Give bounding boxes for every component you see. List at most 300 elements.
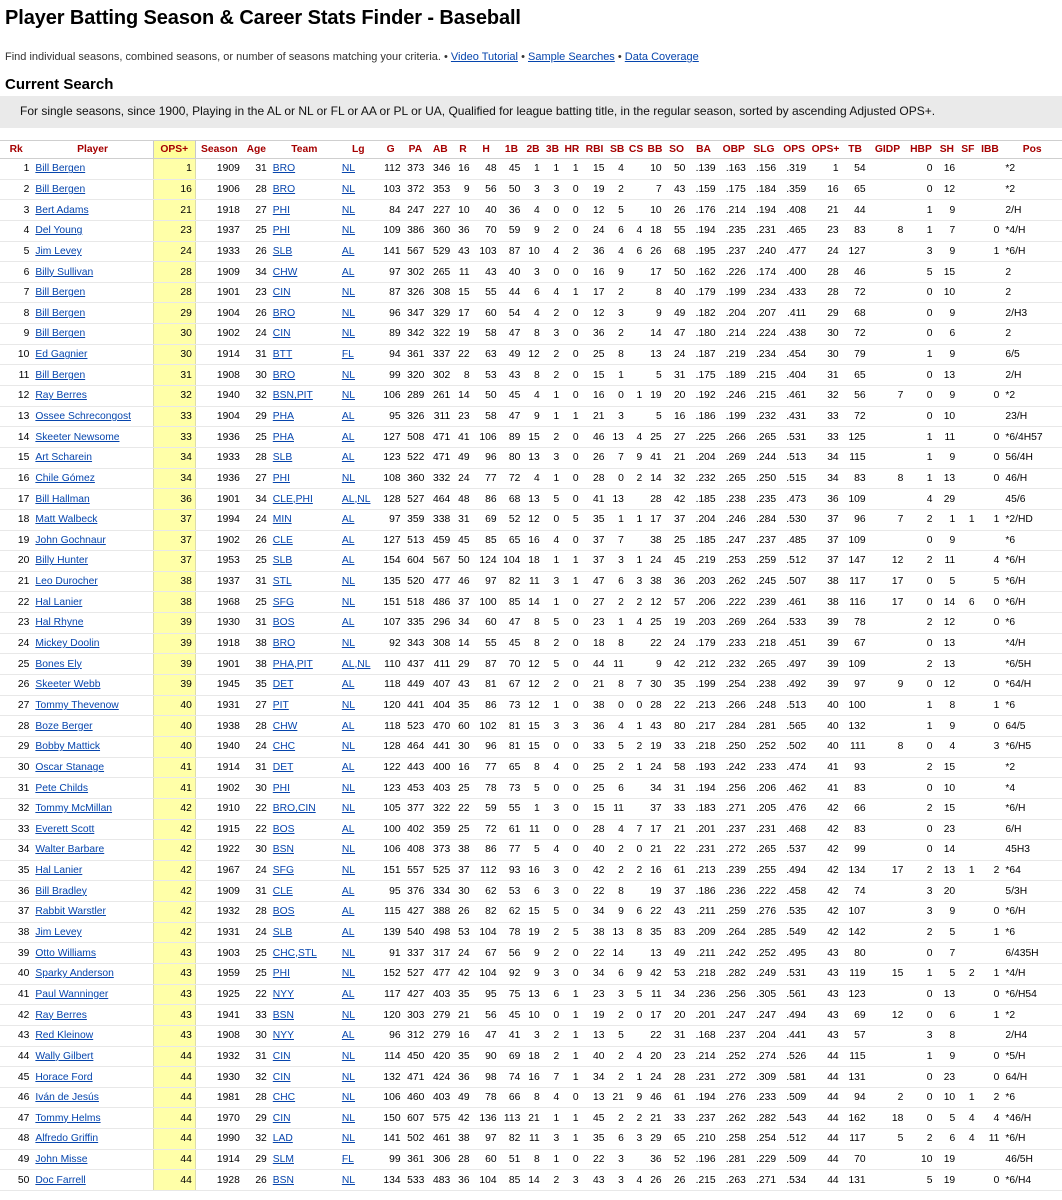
column-header[interactable]: CS xyxy=(627,141,645,159)
player-link[interactable]: Art Scharein xyxy=(35,452,93,464)
team-link[interactable]: CIN xyxy=(272,1050,291,1062)
table-cell: 97 xyxy=(378,509,404,530)
player-link[interactable]: Mickey Doolin xyxy=(35,638,100,650)
table-cell: 25 xyxy=(453,819,472,840)
team-link[interactable]: BRO xyxy=(272,638,296,650)
team-link[interactable]: PHA xyxy=(272,431,294,443)
table-cell: .205 xyxy=(749,798,779,819)
player-link[interactable]: Tommy Helms xyxy=(35,1112,101,1124)
player-link[interactable]: Billy Sullivan xyxy=(35,266,94,278)
player-link[interactable]: Chile Gómez xyxy=(35,472,95,484)
table-cell xyxy=(339,778,378,799)
league-link[interactable]: AL xyxy=(341,885,355,897)
table-cell: 265 xyxy=(427,262,453,283)
team-link[interactable]: BOS xyxy=(272,617,295,629)
table-cell xyxy=(958,1149,977,1170)
player-link[interactable]: Tommy Thevenow xyxy=(35,699,119,711)
player-link[interactable]: Bill Bergen xyxy=(35,163,86,175)
column-header[interactable]: BA xyxy=(688,141,718,159)
team-link[interactable]: CIN xyxy=(272,328,291,340)
table-cell xyxy=(270,860,339,881)
player-link[interactable]: Tommy McMillan xyxy=(35,803,113,815)
league-link[interactable]: AL,NL xyxy=(341,658,371,670)
team-link[interactable]: BOS xyxy=(272,906,295,918)
table-cell: *6/H xyxy=(1002,902,1062,923)
team-link[interactable]: DET xyxy=(272,679,294,691)
team-link[interactable]: CLE xyxy=(272,534,293,546)
league-link[interactable]: NL xyxy=(341,183,356,195)
table-cell xyxy=(32,1129,153,1150)
player-link[interactable]: Bones Ely xyxy=(35,658,82,670)
table-cell: 1932 xyxy=(195,902,242,923)
table-cell: 0 xyxy=(906,571,935,592)
team-link[interactable]: LAD xyxy=(272,1133,293,1145)
table-cell: 1 xyxy=(562,1108,581,1129)
player-link[interactable]: Bill Bergen xyxy=(35,328,86,340)
table-cell: 36 xyxy=(453,1067,472,1088)
column-header[interactable]: R xyxy=(453,141,472,159)
team-link[interactable]: MIN xyxy=(272,514,292,526)
league-link[interactable]: NL xyxy=(341,741,356,753)
team-link[interactable]: CHW xyxy=(272,266,298,278)
table-cell: .262 xyxy=(719,571,749,592)
player-link[interactable]: John Misse xyxy=(35,1154,88,1166)
column-header[interactable]: Age xyxy=(243,141,270,159)
table-cell: 38 xyxy=(645,571,664,592)
team-link[interactable]: SFG xyxy=(272,865,294,877)
team-link[interactable]: BSN xyxy=(272,1009,294,1021)
team-link[interactable]: CHW xyxy=(272,720,298,732)
league-link[interactable]: NL xyxy=(341,596,356,608)
video-tutorial-link[interactable]: Video Tutorial xyxy=(450,51,518,63)
column-header[interactable]: SF xyxy=(958,141,977,159)
team-link[interactable]: SLM xyxy=(272,1154,294,1166)
player-link[interactable]: Skeeter Webb xyxy=(35,679,101,691)
table-cell xyxy=(869,530,907,551)
table-cell: 0 xyxy=(906,943,935,964)
league-link[interactable]: NL xyxy=(341,699,356,711)
table-cell: 99 xyxy=(842,840,869,861)
table-cell: 26 xyxy=(645,1170,664,1191)
team-link[interactable]: PHI xyxy=(272,472,290,484)
league-link[interactable]: NL xyxy=(341,1009,356,1021)
team-link[interactable]: CHC xyxy=(272,741,296,753)
table-cell: .245 xyxy=(749,571,779,592)
table-cell: 0 xyxy=(906,530,935,551)
table-cell: 43 xyxy=(809,1005,841,1026)
team-link[interactable]: SLB xyxy=(272,452,293,464)
column-header[interactable]: OPS+ xyxy=(153,141,195,159)
column-header[interactable]: Player xyxy=(32,141,153,159)
team-link[interactable]: STL xyxy=(272,576,292,588)
player-link[interactable]: Del Young xyxy=(35,225,83,237)
team-link[interactable]: BRO,CIN xyxy=(272,803,316,815)
table-cell: 424 xyxy=(427,1067,453,1088)
league-link[interactable]: NL xyxy=(341,803,356,815)
column-header[interactable]: Rk xyxy=(0,141,32,159)
league-link[interactable]: NL xyxy=(341,968,356,980)
table-cell: 31 xyxy=(243,344,270,365)
team-link[interactable]: CIN xyxy=(272,1071,291,1083)
table-cell: 441 xyxy=(404,695,428,716)
player-link[interactable]: Ray Berres xyxy=(35,1009,87,1021)
league-link[interactable]: NL xyxy=(341,947,356,959)
table-cell: 5 xyxy=(906,262,935,283)
table-cell: 377 xyxy=(404,798,428,819)
league-link[interactable]: NL xyxy=(341,865,356,877)
team-link[interactable]: PHI xyxy=(272,204,290,216)
table-cell: 78 xyxy=(473,778,500,799)
column-header[interactable]: TB xyxy=(842,141,869,159)
league-link[interactable]: AL xyxy=(341,431,355,443)
league-link[interactable]: NL xyxy=(341,307,356,319)
table-cell: 37 xyxy=(153,551,195,572)
team-link[interactable]: CLE xyxy=(272,885,293,897)
table-cell: 6 xyxy=(936,1005,959,1026)
table-cell: 24 xyxy=(582,220,608,241)
league-link[interactable]: NL xyxy=(341,1112,356,1124)
table-cell: 2 xyxy=(906,509,935,530)
team-link[interactable]: BRO xyxy=(272,183,296,195)
league-link[interactable]: AL,NL xyxy=(341,493,371,505)
table-cell: 28 xyxy=(153,262,195,283)
table-cell: 14 xyxy=(0,427,32,448)
table-cell: 55 xyxy=(473,633,500,654)
column-header[interactable]: PA xyxy=(404,141,428,159)
player-link[interactable]: Bill Hallman xyxy=(35,493,90,505)
league-link[interactable]: AL xyxy=(341,720,355,732)
table-cell: 33 xyxy=(665,736,689,757)
player-link[interactable]: Otto Williams xyxy=(35,947,97,959)
table-cell: .274 xyxy=(749,1046,779,1067)
table-cell: 343 xyxy=(404,633,428,654)
player-link[interactable]: Jim Levey xyxy=(35,927,82,939)
table-cell: 38 xyxy=(809,592,841,613)
column-header[interactable]: SO xyxy=(665,141,689,159)
league-link[interactable]: AL xyxy=(341,761,355,773)
league-link[interactable]: AL xyxy=(341,1030,355,1042)
column-header[interactable]: SLG xyxy=(749,141,779,159)
table-cell: 162 xyxy=(842,1108,869,1129)
table-cell: 2 xyxy=(607,282,626,303)
league-link[interactable]: AL xyxy=(341,245,355,257)
league-link[interactable]: AL xyxy=(341,514,355,526)
league-link[interactable]: NL xyxy=(341,782,356,794)
team-link[interactable]: CLE,PHI xyxy=(272,493,313,505)
table-cell: 1 xyxy=(978,922,1003,943)
sample-searches-link[interactable]: Sample Searches xyxy=(527,51,615,63)
player-link[interactable]: Pete Childs xyxy=(35,782,89,794)
table-cell: 13 xyxy=(645,943,664,964)
league-link[interactable]: NL xyxy=(341,472,356,484)
table-cell: 16 xyxy=(523,530,542,551)
table-cell: 28 xyxy=(243,447,270,468)
table-cell xyxy=(627,943,645,964)
team-link[interactable]: CIN xyxy=(272,1112,291,1124)
team-link[interactable]: CIN xyxy=(272,287,291,299)
league-link[interactable]: AL xyxy=(341,823,355,835)
player-link[interactable]: Alfredo Griffin xyxy=(35,1133,99,1145)
table-cell: 33 xyxy=(665,798,689,819)
player-link[interactable]: Bill Bergen xyxy=(35,183,86,195)
table-cell: .222 xyxy=(749,881,779,902)
table-cell: .281 xyxy=(749,716,779,737)
table-cell: 44 xyxy=(153,1046,195,1067)
league-link[interactable]: AL xyxy=(341,679,355,691)
player-link[interactable]: Bill Bradley xyxy=(35,885,87,897)
table-cell: 13 xyxy=(0,406,32,427)
league-link[interactable]: AL xyxy=(341,927,355,939)
table-cell: 5 xyxy=(523,840,542,861)
column-header[interactable]: Team xyxy=(270,141,339,159)
player-link[interactable]: Bert Adams xyxy=(35,204,89,216)
table-cell: 0 xyxy=(906,303,935,324)
table-cell: 13 xyxy=(582,1025,608,1046)
column-header[interactable]: Season xyxy=(195,141,242,159)
league-link[interactable]: AL xyxy=(341,906,355,918)
player-link[interactable]: Wally Gilbert xyxy=(35,1050,94,1062)
team-link[interactable]: PHA,PIT xyxy=(272,658,313,670)
team-link[interactable]: PIT xyxy=(272,699,289,711)
league-link[interactable]: NL xyxy=(341,1133,356,1145)
league-link[interactable]: AL xyxy=(341,617,355,629)
table-cell: 1 xyxy=(906,1046,935,1067)
table-cell: 337 xyxy=(404,943,428,964)
table-cell: 0 xyxy=(562,654,581,675)
player-link[interactable]: Billy Hunter xyxy=(35,555,89,567)
player-link[interactable]: Walter Barbare xyxy=(35,844,105,856)
table-cell: 0 xyxy=(906,1005,935,1026)
column-header[interactable]: SH xyxy=(936,141,959,159)
league-link[interactable]: NL xyxy=(341,163,356,175)
table-cell: 1930 xyxy=(195,613,242,634)
table-cell: 353 xyxy=(427,179,453,200)
column-header[interactable]: AB xyxy=(427,141,453,159)
column-header[interactable]: 1B xyxy=(500,141,524,159)
league-link[interactable]: NL xyxy=(341,204,356,216)
team-link[interactable]: SLB xyxy=(272,245,293,257)
team-link[interactable]: NYY xyxy=(272,1030,294,1042)
table-cell: .507 xyxy=(779,571,809,592)
team-link[interactable]: PHA xyxy=(272,411,294,422)
player-link[interactable]: Ossee Schrecongost xyxy=(35,411,131,422)
table-cell: 10 xyxy=(936,778,959,799)
table-cell: .309 xyxy=(749,1067,779,1088)
league-link[interactable]: NL xyxy=(341,1071,356,1083)
league-link[interactable]: NL xyxy=(341,1092,356,1104)
table-cell: 17 xyxy=(869,860,907,881)
table-cell: 48 xyxy=(0,1129,32,1150)
league-link[interactable]: AL xyxy=(341,988,355,1000)
data-coverage-link[interactable]: Data Coverage xyxy=(624,51,699,63)
league-link[interactable]: NL xyxy=(341,844,356,856)
column-header[interactable]: OPS+ xyxy=(809,141,841,159)
table-cell: 5 xyxy=(607,736,626,757)
player-link[interactable]: Bill Bergen xyxy=(35,307,86,319)
player-link[interactable]: Bobby Mattick xyxy=(35,741,101,753)
player-link[interactable]: Doc Farrell xyxy=(35,1174,86,1186)
column-header[interactable]: Pos xyxy=(1002,141,1062,159)
league-link[interactable]: AL xyxy=(341,411,355,422)
table-cell: 16 xyxy=(936,159,959,180)
league-link[interactable]: AL xyxy=(341,555,355,567)
team-link[interactable]: BSN xyxy=(272,1174,294,1186)
player-link[interactable]: Ray Berres xyxy=(35,390,87,402)
team-link[interactable]: BRO xyxy=(272,307,296,319)
column-header[interactable]: SB xyxy=(607,141,626,159)
player-link[interactable]: Horace Ford xyxy=(35,1071,93,1083)
player-link[interactable]: Oscar Stanage xyxy=(35,761,105,773)
league-link[interactable]: NL xyxy=(341,287,356,299)
table-cell: .233 xyxy=(719,633,749,654)
player-link[interactable]: Red Kleinow xyxy=(35,1030,94,1042)
table-cell: 23 xyxy=(0,613,32,634)
player-link[interactable]: Hal Rhyne xyxy=(35,617,84,629)
table-cell: .237 xyxy=(688,1108,718,1129)
team-link[interactable]: BRO xyxy=(272,163,296,175)
column-header[interactable]: Lg xyxy=(339,141,378,159)
table-row xyxy=(0,1067,1062,1088)
player-link[interactable]: Rabbit Warstler xyxy=(35,906,106,918)
table-cell: 2 xyxy=(543,943,562,964)
column-header[interactable]: RBI xyxy=(582,141,608,159)
team-link[interactable]: PHI xyxy=(272,225,290,237)
table-cell: 24 xyxy=(153,241,195,262)
team-link[interactable]: CHC,STL xyxy=(272,947,317,959)
column-header[interactable]: GIDP xyxy=(869,141,907,159)
team-link[interactable]: BOS xyxy=(272,823,295,835)
table-cell: .404 xyxy=(779,365,809,386)
league-link[interactable]: AL xyxy=(341,534,355,546)
league-link[interactable]: FL xyxy=(341,349,354,361)
column-header[interactable]: OBP xyxy=(719,141,749,159)
table-row xyxy=(0,489,1062,510)
team-link[interactable]: NYY xyxy=(272,988,294,1000)
team-link[interactable]: BTT xyxy=(272,349,293,361)
league-link[interactable]: AL xyxy=(341,266,355,278)
player-link[interactable]: Matt Walbeck xyxy=(35,514,98,526)
league-link[interactable]: NL xyxy=(341,638,356,650)
team-link[interactable]: BSN,PIT xyxy=(272,390,313,402)
player-link[interactable]: Bill Bergen xyxy=(35,287,86,299)
table-cell xyxy=(958,819,977,840)
column-header[interactable]: G xyxy=(378,141,404,159)
table-cell: 0 xyxy=(906,179,935,200)
table-cell: 427 xyxy=(404,902,428,923)
league-link[interactable]: NL xyxy=(341,576,356,588)
table-cell xyxy=(958,984,977,1005)
table-cell: 24 xyxy=(453,468,472,489)
table-cell: .242 xyxy=(719,757,749,778)
team-link[interactable]: SFG xyxy=(272,596,294,608)
league-link[interactable]: NL xyxy=(341,225,356,237)
table-cell: .209 xyxy=(688,922,718,943)
column-header[interactable]: 2B xyxy=(523,141,542,159)
table-cell: .203 xyxy=(688,571,718,592)
team-link[interactable]: BRO xyxy=(272,369,296,381)
table-cell: 17 xyxy=(582,282,608,303)
table-cell: 109 xyxy=(842,530,869,551)
team-link[interactable]: PHI xyxy=(272,968,290,980)
table-cell: 44 xyxy=(582,654,608,675)
table-cell: 67 xyxy=(473,943,500,964)
column-header[interactable]: HR xyxy=(562,141,581,159)
table-cell: 39 xyxy=(809,654,841,675)
table-cell: 89 xyxy=(378,324,404,345)
column-header[interactable]: OPS xyxy=(779,141,809,159)
table-cell: .461 xyxy=(779,592,809,613)
player-link[interactable]: Skeeter Newsome xyxy=(35,431,120,443)
team-link[interactable]: BSN xyxy=(272,844,294,856)
league-link[interactable]: FL xyxy=(341,1154,354,1166)
player-link[interactable]: Paul Wanninger xyxy=(35,988,109,1000)
table-cell: 47 xyxy=(500,613,524,634)
player-link[interactable]: John Gochnaur xyxy=(35,534,106,546)
table-cell: 31 xyxy=(453,509,472,530)
table-cell: 8 xyxy=(869,468,907,489)
team-link[interactable]: PHI xyxy=(272,782,290,794)
table-cell xyxy=(339,324,378,345)
league-link[interactable]: NL xyxy=(341,390,356,402)
player-link[interactable]: Bill Bergen xyxy=(35,369,86,381)
player-link[interactable]: Ed Gagnier xyxy=(35,349,88,361)
table-cell: 470 xyxy=(427,716,453,737)
table-cell: 18 xyxy=(582,633,608,654)
table-cell: 128 xyxy=(378,489,404,510)
table-cell: .201 xyxy=(688,819,718,840)
table-cell: 117 xyxy=(378,984,404,1005)
table-cell: .237 xyxy=(749,530,779,551)
column-header[interactable]: H xyxy=(473,141,500,159)
player-link[interactable]: Everett Scott xyxy=(35,823,95,835)
team-link[interactable]: SLB xyxy=(272,555,293,567)
table-row xyxy=(0,282,1062,303)
player-link[interactable]: Sparky Anderson xyxy=(35,968,114,980)
table-cell: 1936 xyxy=(195,427,242,448)
player-link[interactable]: Hal Lanier xyxy=(35,596,83,608)
table-cell: .247 xyxy=(749,1005,779,1026)
table-cell: .232 xyxy=(719,654,749,675)
table-cell: .265 xyxy=(749,427,779,448)
league-link[interactable]: NL xyxy=(341,1050,356,1062)
column-header[interactable]: BB xyxy=(645,141,664,159)
table-cell: 34 xyxy=(582,902,608,923)
league-link[interactable]: NL xyxy=(341,328,356,340)
column-header[interactable]: IBB xyxy=(978,141,1003,159)
player-link[interactable]: Leo Durocher xyxy=(35,576,98,588)
table-cell: 32 xyxy=(809,386,841,407)
player-link[interactable]: Iván de Jesús xyxy=(35,1092,99,1104)
table-cell: 105 xyxy=(378,798,404,819)
team-link[interactable]: SLB xyxy=(272,927,293,939)
table-cell: 0 xyxy=(906,1108,935,1129)
table-row xyxy=(0,1087,1062,1108)
table-cell: 29 xyxy=(0,736,32,757)
table-cell xyxy=(32,881,153,902)
team-link[interactable]: CHC xyxy=(272,1092,296,1104)
table-cell xyxy=(32,1046,153,1067)
player-link[interactable]: Boze Berger xyxy=(35,720,93,732)
league-link[interactable]: NL xyxy=(341,369,356,381)
column-header[interactable]: HBP xyxy=(906,141,935,159)
player-link[interactable]: Hal Lanier xyxy=(35,865,83,877)
league-link[interactable]: AL xyxy=(341,452,355,464)
column-header[interactable]: 3B xyxy=(543,141,562,159)
team-link[interactable]: DET xyxy=(272,761,294,773)
table-cell xyxy=(339,1149,378,1170)
league-link[interactable]: NL xyxy=(341,1174,356,1186)
player-link[interactable]: Jim Levey xyxy=(35,245,82,257)
